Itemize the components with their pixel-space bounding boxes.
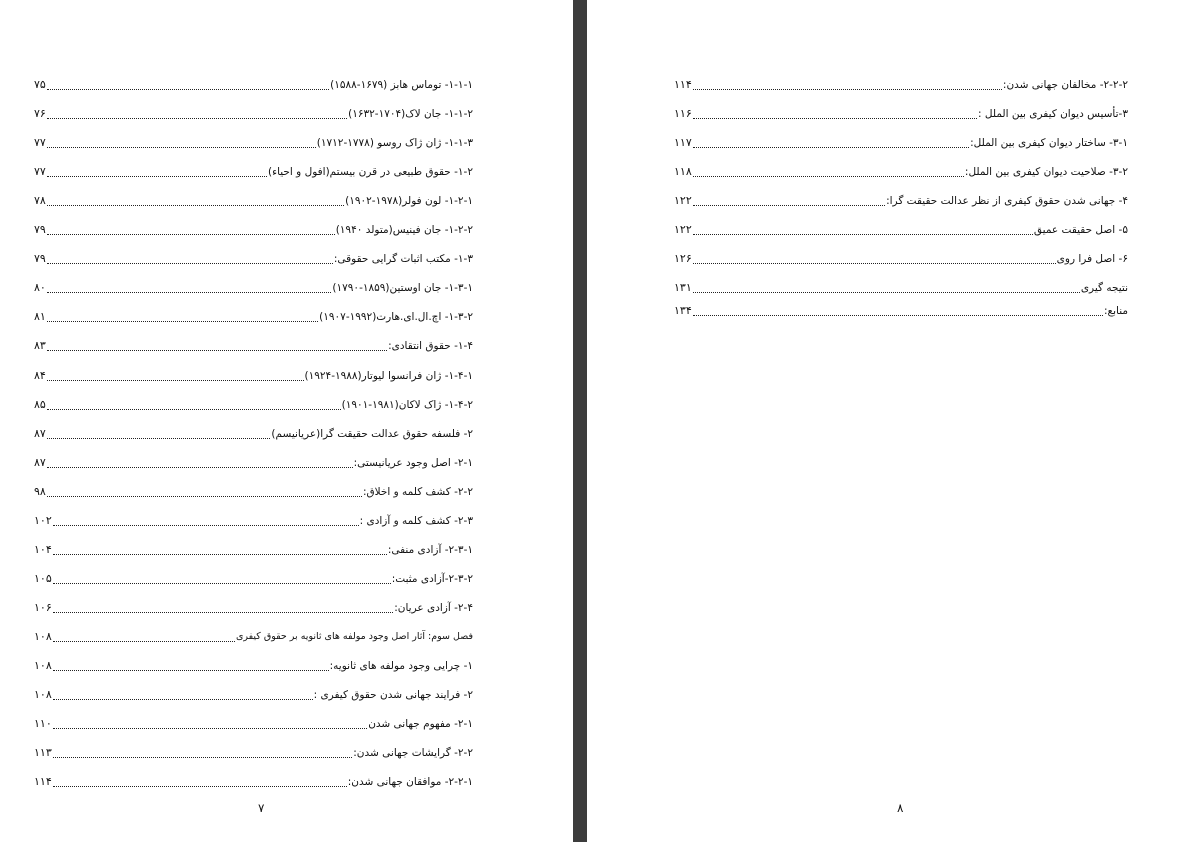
toc-entry-title: ۱-۴- حقوق انتقادی: xyxy=(388,340,473,353)
toc-entry[interactable] xyxy=(674,103,1128,121)
dot-leader xyxy=(693,257,1056,264)
dot-leader xyxy=(47,432,271,439)
dot-leader xyxy=(47,461,353,468)
dot-leader xyxy=(47,344,387,351)
toc-entry-page-number: ۱۱۸ xyxy=(674,165,692,179)
toc-entry-title: ۲-۱- مفهوم جهانی شدن xyxy=(368,718,473,731)
toc-entry-title: ۱-۱-۳- ژان ژاک روسو (۱۷۷۸-۱۷۱۲) xyxy=(316,137,473,150)
toc-entry[interactable] xyxy=(34,161,473,179)
dot-leader xyxy=(53,693,313,700)
toc-entry-page-number: ۷۷ xyxy=(34,136,46,150)
toc-entry[interactable] xyxy=(34,713,473,731)
dot-leader xyxy=(53,751,353,758)
toc-entry-page-number: ۱۱۳ xyxy=(34,746,52,760)
toc-entry-title: ۱-۴-۲- ژاک لاکان(۱۹۸۱-۱۹۰۱) xyxy=(341,398,473,411)
toc-entry-title: ۳-تأسیس دیوان کیفری بین الملل : xyxy=(978,108,1128,121)
toc-entry-page-number: ۱۱۷ xyxy=(674,136,692,150)
toc-entry-page-number: ۱۲۲ xyxy=(674,194,692,208)
toc-entry[interactable] xyxy=(34,510,473,528)
dot-leader xyxy=(47,286,332,293)
toc-entry-title: ۲-۳- کشف کلمه و آزادی : xyxy=(359,514,473,527)
toc-entry[interactable] xyxy=(34,684,473,702)
toc-entry-title: ۳-۲- صلاحیت دیوان کیفری بین الملل: xyxy=(964,166,1128,179)
toc-entry-page-number: ۷۸ xyxy=(34,194,46,208)
toc-entry-title: ۲-۲-۱- موافقان جهانی شدن: xyxy=(347,776,473,789)
toc-entry-title: ۵- اصل حقیقت عمیق xyxy=(1033,224,1128,237)
toc-entry-page-number: ۷۶ xyxy=(34,107,46,121)
toc-entry[interactable] xyxy=(34,597,473,615)
toc-entry[interactable] xyxy=(34,219,473,237)
toc-entry-title: ۱-۲- حقوق طبیعی در قرن بیستم(افول و احیاء) xyxy=(268,166,473,179)
toc-entry[interactable] xyxy=(34,742,473,760)
toc-entry-page-number: ۱۲۶ xyxy=(674,252,692,266)
toc-entry-title: ۲-۲- کشف کلمه و اخلاق: xyxy=(362,485,473,498)
toc-entry[interactable] xyxy=(674,248,1128,266)
toc-entry[interactable] xyxy=(34,452,473,470)
page-gutter xyxy=(573,0,587,842)
toc-entry-page-number: ۱۱۴ xyxy=(34,775,52,789)
dot-leader xyxy=(693,141,969,148)
dot-leader xyxy=(47,112,347,119)
toc-entry[interactable] xyxy=(34,626,473,644)
toc-entry[interactable] xyxy=(34,655,473,673)
toc-entry[interactable] xyxy=(674,161,1128,179)
dot-leader xyxy=(53,722,367,729)
toc-entry-page-number: ۸۰ xyxy=(34,281,46,295)
toc-entry[interactable] xyxy=(34,74,473,92)
toc-entry-page-number: ۱۰۸ xyxy=(34,659,52,672)
toc-entry-title: ۱- چرایی وجود مولفه های ثانویه: xyxy=(329,660,473,672)
toc-entry-page-number: ۸۷ xyxy=(34,426,46,440)
toc-entry[interactable] xyxy=(674,132,1128,150)
toc-entry-page-number: ۱۰۵ xyxy=(34,571,52,585)
toc-entry-title: منابع: xyxy=(1103,305,1128,318)
toc-entry-page-number: ۷۷ xyxy=(34,165,46,179)
toc-entry[interactable] xyxy=(34,539,473,557)
toc-entry-title: نتیجه گیری xyxy=(1080,282,1128,295)
dot-leader xyxy=(47,315,318,322)
toc-entry-page-number: ۷۹ xyxy=(34,252,46,266)
page-number: ۷ xyxy=(258,801,265,815)
toc-entry[interactable] xyxy=(34,132,473,150)
toc-entry-page-number: ۹۸ xyxy=(34,484,46,498)
left-page xyxy=(0,0,573,842)
dot-leader xyxy=(693,83,1002,90)
dot-leader xyxy=(53,635,235,642)
toc-entry-title: فصل سوم: آثار اصل وجود مولفه های ثانویه بر حقوق کیفری xyxy=(235,630,473,642)
dot-leader xyxy=(53,577,391,584)
dot-leader xyxy=(47,199,344,206)
toc-entry-page-number: ۸۴ xyxy=(34,368,46,382)
toc-entry[interactable] xyxy=(34,335,473,353)
toc-entry[interactable] xyxy=(34,277,473,295)
toc-entry-page-number: ۷۵ xyxy=(34,78,46,91)
dot-leader xyxy=(47,141,316,148)
toc-entry-title: ۲-۴- آزادی عریان: xyxy=(394,601,473,614)
toc-entry-page-number: ۱۱۰ xyxy=(34,717,52,731)
toc-entry[interactable] xyxy=(674,300,1128,318)
dot-leader xyxy=(47,228,335,235)
toc-entry[interactable] xyxy=(34,568,473,586)
toc-entry-title: ۱-۳- مکتب اثبات گرایی حقوقی: xyxy=(333,253,473,266)
toc-entry-title: ۱-۳-۱- جان اوستین(۱۸۵۹-۱۷۹۰) xyxy=(332,282,473,295)
toc-entry-title: ۱-۱-۱- توماس هابز (۱۶۷۹-۱۵۸۸) xyxy=(330,79,473,91)
toc-entry-title: ۱-۴-۱- ژان فرانسوا لیوتار(۱۹۸۸-۱۹۲۴) xyxy=(304,369,473,382)
right-page xyxy=(587,0,1185,842)
toc-entry-title: ۲- فلسفه حقوق عدالت حقیقت گرا(عریانیسم) xyxy=(271,427,473,440)
toc-entry-page-number: ۸۱ xyxy=(34,310,46,324)
toc-entry[interactable] xyxy=(674,219,1128,237)
toc-entry[interactable] xyxy=(34,365,473,383)
toc-entry-title: ۲- فرایند جهانی شدن حقوق کیفری : xyxy=(313,689,473,702)
toc-entry-title: ۲-۳-۲-آزادی مثبت: xyxy=(391,572,473,585)
toc-entry-page-number: ۱۰۴ xyxy=(34,542,52,556)
toc-entry-title: ۲-۲-۲- مخالفان جهانی شدن: xyxy=(1002,79,1128,91)
toc-entry-title: ۴- جهانی شدن حقوق کیفری از نظر عدالت حقیقت گرا: xyxy=(886,195,1128,208)
toc-entry[interactable] xyxy=(34,481,473,499)
toc-entry-page-number: ۱۲۲ xyxy=(674,223,692,237)
dot-leader xyxy=(693,112,977,119)
dot-leader xyxy=(693,228,1033,235)
dot-leader xyxy=(47,374,304,381)
dot-leader xyxy=(47,403,341,410)
dot-leader xyxy=(53,606,393,613)
toc-entry-page-number: ۸۵ xyxy=(34,397,46,411)
toc-entry[interactable] xyxy=(34,394,473,412)
dot-leader xyxy=(693,309,1103,316)
toc-entry[interactable] xyxy=(34,771,473,789)
dot-leader xyxy=(693,170,964,177)
toc-entry-title: ۱-۲-۱- لون فولر(۱۹۷۸-۱۹۰۲) xyxy=(345,195,473,208)
toc-entry-page-number: ۱۱۴ xyxy=(674,78,692,91)
dot-leader xyxy=(47,170,267,177)
toc-entry-title: ۱-۱-۲- جان لاک(۱۷۰۴-۱۶۳۲) xyxy=(348,108,473,121)
toc-entry-title: ۳-۱- ساختار دیوان کیفری بین الملل: xyxy=(970,137,1128,150)
toc-entry[interactable] xyxy=(34,190,473,208)
toc-entry[interactable] xyxy=(674,74,1128,92)
page-number: ۸ xyxy=(897,801,904,815)
toc-entry-title: ۲-۳-۱- آزادی منفی: xyxy=(387,543,473,556)
toc-entry[interactable] xyxy=(674,190,1128,208)
toc-entry-page-number: ۱۰۸ xyxy=(34,629,52,643)
toc-entry-title: ۶- اصل فرا روی xyxy=(1056,253,1128,266)
dot-leader xyxy=(53,664,329,671)
dot-leader xyxy=(53,780,347,787)
toc-entry-page-number: ۱۱۶ xyxy=(674,107,692,121)
dot-leader xyxy=(53,519,359,526)
toc-entry[interactable] xyxy=(674,277,1128,295)
toc-entry-page-number: ۷۹ xyxy=(34,223,46,237)
toc-entry[interactable] xyxy=(34,103,473,121)
dot-leader xyxy=(693,286,1080,293)
toc-entry-page-number: ۱۳۴ xyxy=(674,304,692,318)
dot-leader xyxy=(693,199,885,206)
toc-entry-page-number: ۱۰۲ xyxy=(34,513,52,527)
toc-entry-page-number: ۸۳ xyxy=(34,339,46,353)
toc-entry[interactable] xyxy=(34,248,473,266)
toc-entry[interactable] xyxy=(34,423,473,441)
dot-leader xyxy=(47,490,362,497)
toc-entry-title: ۱-۲-۲- جان فینیس(متولد ۱۹۴۰) xyxy=(335,224,473,237)
toc-entry-page-number: ۱۳۱ xyxy=(674,281,692,295)
toc-entry-title: ۱-۳-۲- اچ.ال.ای.هارت(۱۹۹۲-۱۹۰۷) xyxy=(319,311,473,324)
toc-entry-page-number: ۱۰۶ xyxy=(34,600,52,614)
toc-entry-page-number: ۱۰۸ xyxy=(34,688,52,702)
toc-entry-page-number: ۸۷ xyxy=(34,455,46,469)
toc-entry[interactable] xyxy=(34,306,473,324)
dot-leader xyxy=(47,257,333,264)
toc-entry-title: ۲-۲- گرایشات جهانی شدن: xyxy=(353,747,473,760)
dot-leader xyxy=(53,548,387,555)
dot-leader xyxy=(47,83,329,90)
toc-entry-title: ۲-۱- اصل وجود عریانیستی: xyxy=(353,456,473,469)
